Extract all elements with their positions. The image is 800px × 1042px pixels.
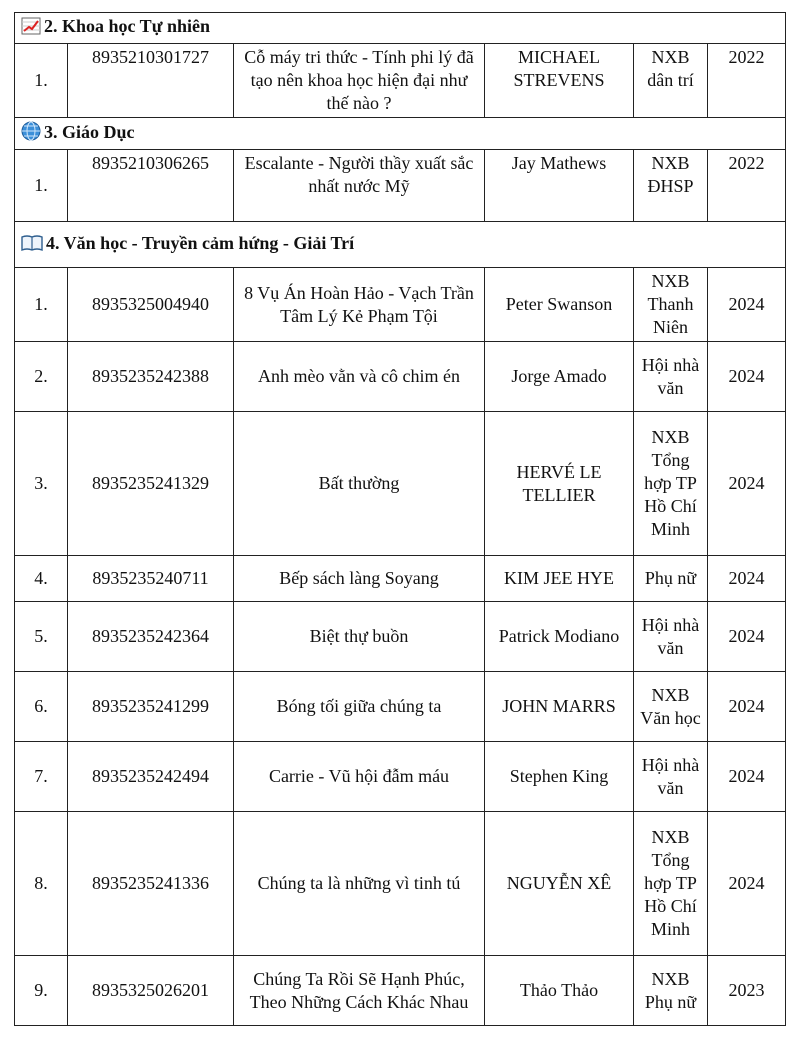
row-index: 1. [15, 268, 68, 342]
author-cell: JOHN MARRS [485, 672, 634, 742]
title-cell: 8 Vụ Án Hoàn Hảo - Vạch Trần Tâm Lý Kẻ Phạm Tội [234, 268, 485, 342]
section-header-row [15, 222, 786, 268]
title-cell: Chúng Ta Rồi Sẽ Hạnh Phúc, Theo Những Cách Khác Nhau [234, 956, 485, 1026]
isbn-cell: 8935235242388 [68, 342, 234, 412]
author-cell: HERVÉ LE TELLIER [485, 412, 634, 556]
table-row [15, 672, 786, 742]
year-cell: 2024 [708, 412, 786, 556]
author-cell: Stephen King [485, 742, 634, 812]
section-title: 3. Giáo Dục [44, 121, 135, 142]
publisher-cell: NXB Tổng hợp TP Hồ Chí Minh [634, 812, 708, 956]
publisher-cell: NXB ĐHSP [634, 150, 708, 222]
table-row [15, 342, 786, 412]
publisher-cell: Hội nhà văn [634, 742, 708, 812]
table-row [15, 268, 786, 342]
section-header [15, 118, 786, 150]
isbn-cell: 8935325004940 [68, 268, 234, 342]
year-cell: 2024 [708, 672, 786, 742]
author-cell: Patrick Modiano [485, 602, 634, 672]
publisher-cell: NXB Thanh Niên [634, 268, 708, 342]
title-cell: Bất thường [234, 412, 485, 556]
table-row [15, 742, 786, 812]
row-index: 1. [15, 150, 68, 222]
year-cell: 2024 [708, 812, 786, 956]
table-row [15, 956, 786, 1026]
author-cell: Peter Swanson [485, 268, 634, 342]
publisher-cell: NXB Tổng hợp TP Hồ Chí Minh [634, 412, 708, 556]
publisher-cell: Hội nhà văn [634, 342, 708, 412]
isbn-cell: 8935235242494 [68, 742, 234, 812]
isbn-cell: 8935210306265 [68, 150, 234, 222]
year-cell: 2024 [708, 602, 786, 672]
author-cell: KIM JEE HYE [485, 556, 634, 602]
row-index: 7. [15, 742, 68, 812]
year-cell: 2024 [708, 556, 786, 602]
publisher-cell: NXB Phụ nữ [634, 956, 708, 1026]
row-index: 1. [15, 44, 68, 118]
isbn-cell: 8935235241336 [68, 812, 234, 956]
publisher-cell: NXB dân trí [634, 44, 708, 118]
isbn-cell: 8935235241329 [68, 412, 234, 556]
isbn-cell: 8935325026201 [68, 956, 234, 1026]
year-cell: 2024 [708, 742, 786, 812]
title-cell: Chúng ta là những vì tinh tú [234, 812, 485, 956]
section-header [15, 222, 786, 268]
book-list-table [14, 12, 786, 1026]
title-cell: Biệt thự buồn [234, 602, 485, 672]
chart-icon [21, 17, 41, 41]
title-cell: Anh mèo vằn và cô chim én [234, 342, 485, 412]
isbn-cell: 8935235241299 [68, 672, 234, 742]
publisher-cell: Phụ nữ [634, 556, 708, 602]
author-cell: Jorge Amado [485, 342, 634, 412]
author-cell: NGUYỄN XÊ [485, 812, 634, 956]
row-index: 2. [15, 342, 68, 412]
title-cell: Escalante - Người thầy xuất sắc nhất nước Mỹ [234, 150, 485, 222]
row-index: 8. [15, 812, 68, 956]
section-header-row [15, 118, 786, 150]
section-title: 4. Văn học - Truyền cảm hứng - Giải Trí [46, 232, 355, 253]
table-row [15, 602, 786, 672]
year-cell: 2022 [708, 150, 786, 222]
book-list-body [15, 13, 786, 1026]
row-index: 5. [15, 602, 68, 672]
year-cell: 2023 [708, 956, 786, 1026]
table-row [15, 556, 786, 602]
row-index: 9. [15, 956, 68, 1026]
author-cell: MICHAEL STREVENS [485, 44, 634, 118]
year-cell: 2022 [708, 44, 786, 118]
table-row [15, 150, 786, 222]
publisher-cell: Hội nhà văn [634, 602, 708, 672]
year-cell: 2024 [708, 342, 786, 412]
section-title: 2. Khoa học Tự nhiên [44, 16, 211, 36]
isbn-cell: 8935235242364 [68, 602, 234, 672]
table-row [15, 812, 786, 956]
row-index: 6. [15, 672, 68, 742]
globe-icon [21, 121, 41, 147]
section-header [15, 13, 786, 44]
author-cell: Thảo Thảo [485, 956, 634, 1026]
book-icon [21, 234, 43, 258]
row-index: 4. [15, 556, 68, 602]
title-cell: Bếp sách làng Soyang [234, 556, 485, 602]
author-cell: Jay Mathews [485, 150, 634, 222]
row-index: 3. [15, 412, 68, 556]
isbn-cell: 8935210301727 [68, 44, 234, 118]
title-cell: Cỗ máy tri thức - Tính phi lý đã tạo nên khoa học hiện đại như thế nào ? [234, 44, 485, 118]
section-header-row [15, 13, 786, 44]
title-cell: Bóng tối giữa chúng ta [234, 672, 485, 742]
isbn-cell: 8935235240711 [68, 556, 234, 602]
table-row [15, 412, 786, 556]
title-cell: Carrie - Vũ hội đẫm máu [234, 742, 485, 812]
table-row [15, 44, 786, 118]
year-cell: 2024 [708, 268, 786, 342]
publisher-cell: NXB Văn học [634, 672, 708, 742]
